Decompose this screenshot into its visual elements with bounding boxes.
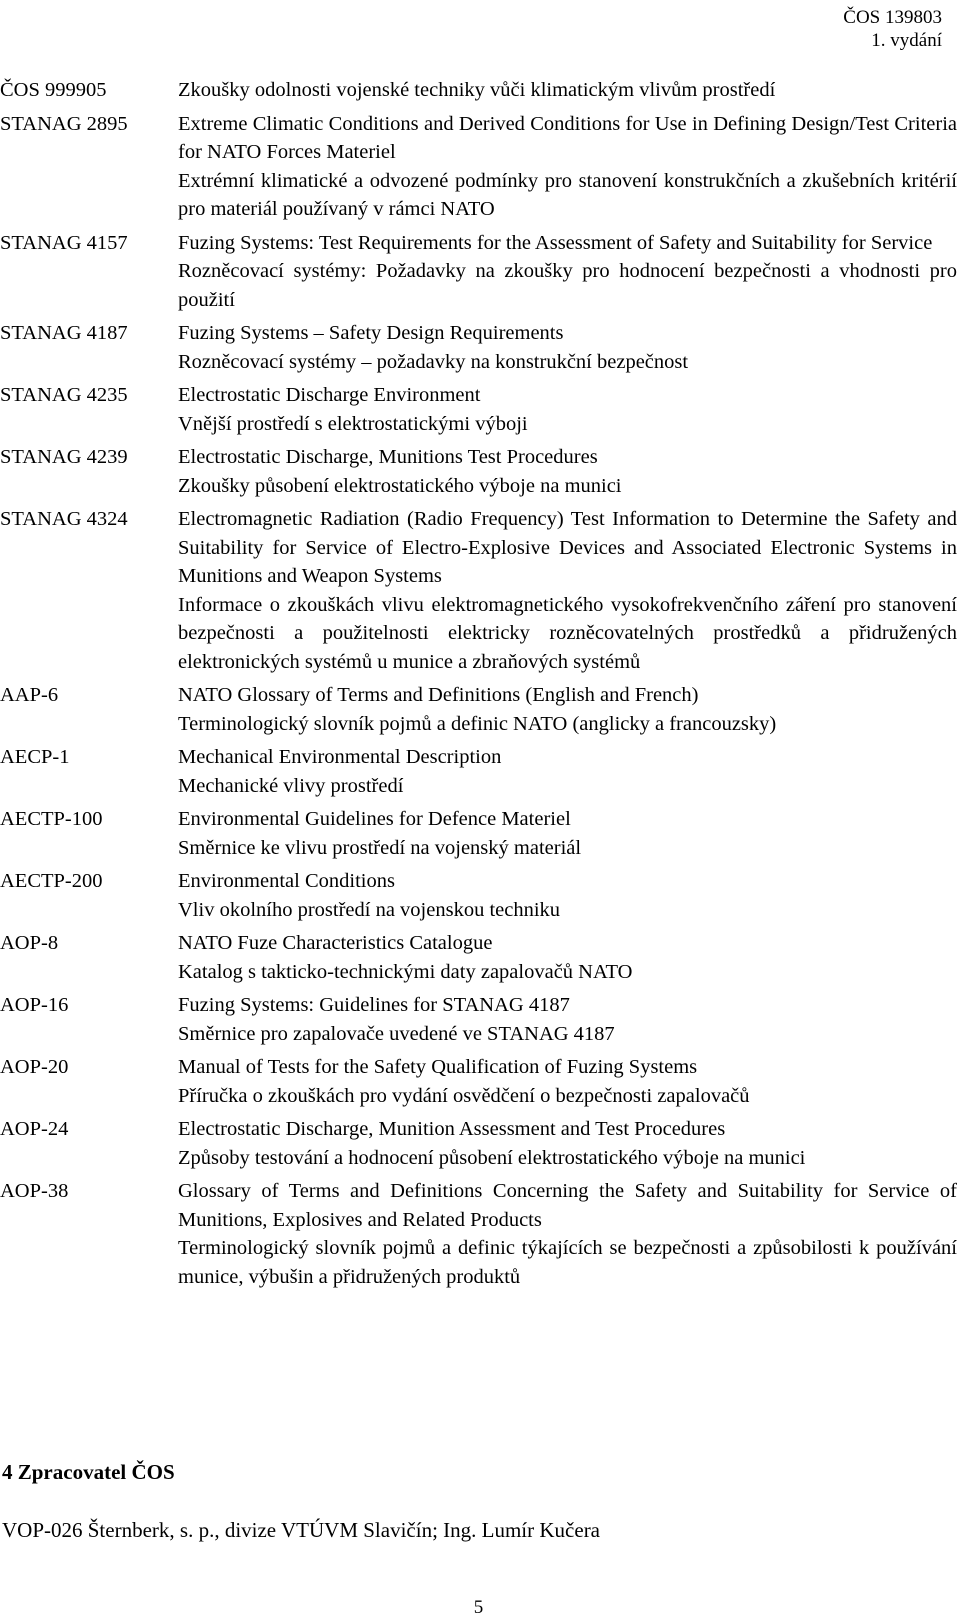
reference-entry: [0, 229, 957, 315]
reference-code: STANAG 4157: [0, 231, 128, 254]
reference-description: [178, 381, 957, 438]
reference-description: [178, 505, 957, 676]
reference-code: STANAG 4324: [0, 508, 128, 530]
reference-line: NATO Fuze Characteristics Catalogue: [178, 932, 493, 954]
reference-line: Terminologický slovník pojmů a definic NATO (anglicky a francouzsky): [178, 712, 777, 735]
reference-line: Směrnice ke vlivu prostředí na vojenský materiál: [178, 836, 582, 859]
reference-code: ČOS 999905: [0, 79, 107, 101]
reference-entry: [0, 319, 957, 376]
reference-line: Glossary of Terms and Definitions Concerning the Safety and Suitability for Service of Munitions, Explosives and Related Products: [178, 1180, 957, 1231]
reference-line: Electrostatic Discharge, Munitions Test Procedures: [178, 446, 598, 468]
reference-entry: [0, 1177, 957, 1291]
processor-info: VOP-026 Šternberk, s. p., divize VTÚVM Slavičín; Ing. Lumír Kučera: [2, 1518, 601, 1542]
reference-entry: [0, 681, 957, 738]
reference-code: AOP-20: [0, 1056, 69, 1078]
reference-line: Fuzing Systems: Guidelines for STANAG 4187: [178, 994, 570, 1016]
reference-line: Environmental Guidelines for Defence Materiel: [178, 808, 571, 830]
page-header: [843, 6, 942, 52]
page-number: 5: [473, 1597, 484, 1618]
edition-label: 1. vydání: [871, 30, 942, 51]
reference-code: STANAG 4239: [0, 446, 128, 468]
reference-line: Extreme Climatic Conditions and Derived Conditions for Use in Defining Design/Test Criteria for NATO Forces Materiel: [178, 112, 957, 163]
reference-line: Způsoby testování a hodnocení působení elektrostatického výboje na munici: [178, 1146, 806, 1169]
reference-line: Electromagnetic Radiation (Radio Frequency) Test Information to Determine the Safety and Suitability for Service of Electro-Explosive Devices and Associated Electronic Systems in Munitions and Weapon Systems: [178, 508, 957, 587]
reference-line: Environmental Conditions: [178, 870, 395, 892]
reference-line: Mechanické vlivy prostředí: [178, 774, 404, 797]
reference-code: STANAG 4187: [0, 322, 128, 344]
reference-entry: [0, 443, 957, 500]
reference-description: [178, 805, 957, 862]
reference-entry: [0, 991, 957, 1048]
reference-code: STANAG 4235: [0, 384, 128, 406]
reference-line: Electrostatic Discharge, Munition Assessment and Test Procedures: [178, 1118, 726, 1140]
reference-description: [178, 867, 957, 924]
reference-code: AOP-16: [0, 994, 69, 1016]
reference-line: Fuzing Systems – Safety Design Requirements: [178, 322, 564, 344]
reference-line: Směrnice pro zapalovače uvedené ve STANAG 4187: [178, 1022, 615, 1045]
reference-entry: [0, 505, 957, 676]
reference-line: Fuzing Systems: Test Requirements for the Assessment of Safety and Suitability for Service: [178, 231, 933, 254]
reference-line: Electrostatic Discharge Environment: [178, 384, 481, 406]
reference-entry: [0, 743, 957, 800]
reference-line: Mechanical Environmental Description: [178, 746, 502, 768]
reference-code: AAP-6: [0, 684, 59, 706]
reference-entry: [0, 110, 957, 224]
reference-line: Příručka o zkouškách pro vydání osvědčení o bezpečnosti zapalovačů: [178, 1084, 750, 1107]
reference-description: [178, 1053, 957, 1110]
reference-description: [178, 76, 957, 105]
reference-description: [178, 319, 957, 376]
reference-entry: [0, 867, 957, 924]
reference-description: [178, 443, 957, 500]
reference-code: AECTP-100: [0, 808, 103, 830]
reference-description: [178, 929, 957, 986]
section-heading: 4 Zpracovatel ČOS: [2, 1460, 175, 1484]
reference-line: Manual of Tests for the Safety Qualification of Fuzing Systems: [178, 1056, 698, 1078]
reference-list: [0, 76, 957, 1291]
reference-description: [178, 1115, 957, 1172]
reference-entry: [0, 1115, 957, 1172]
reference-line: NATO Glossary of Terms and Definitions (English and French): [178, 684, 699, 706]
reference-entry: [0, 929, 957, 986]
reference-entry: [0, 381, 957, 438]
reference-line: Vliv okolního prostředí na vojenskou techniku: [178, 898, 561, 921]
reference-line: Terminologický slovník pojmů a definic týkajících se bezpečnosti a způsobilosti k používání munice, výbušin a přidružených produktů: [178, 1237, 957, 1288]
reference-description: [178, 743, 957, 800]
reference-description: [178, 681, 957, 738]
reference-line: Vnější prostředí s elektrostatickými výboji: [178, 412, 528, 435]
reference-code: AECTP-200: [0, 870, 103, 892]
reference-entry: [0, 1053, 957, 1110]
reference-line: Rozněcovací systémy – požadavky na konstrukční bezpečnost: [178, 350, 689, 373]
document-id: ČOS 139803: [843, 7, 942, 28]
reference-code: AECP-1: [0, 746, 70, 768]
reference-description: [178, 991, 957, 1048]
reference-entry: [0, 76, 957, 105]
reference-description: [178, 110, 957, 224]
reference-code: AOP-8: [0, 932, 59, 954]
reference-entry: [0, 805, 957, 862]
reference-description: [178, 229, 957, 315]
reference-code: AOP-38: [0, 1180, 69, 1202]
reference-code: AOP-24: [0, 1118, 69, 1140]
reference-line: Katalog s takticko-technickými daty zapalovačů NATO: [178, 960, 633, 983]
reference-line: Zkoušky odolnosti vojenské techniky vůči klimatickým vlivům prostředí: [178, 79, 776, 101]
reference-description: [178, 1177, 957, 1291]
reference-line: Informace o zkouškách vlivu elektromagnetického vysokofrekvenčního záření pro stanovení bezpečnosti a použitelnosti elektricky rozněcovatelných prostředků a přidružených elektronických systémů u munice a zbraňových systémů: [178, 593, 957, 673]
reference-line: Rozněcovací systémy: Požadavky na zkoušky pro hodnocení bezpečnosti a vhodnosti pro použití: [178, 260, 957, 311]
reference-code: STANAG 2895: [0, 112, 128, 135]
reference-line: Extrémní klimatické a odvozené podmínky pro stanovení konstrukčních a zkušebních kritérií pro materiál používaný v rámci NATO: [178, 169, 957, 220]
reference-line: Zkoušky působení elektrostatického výboje na munici: [178, 474, 622, 497]
